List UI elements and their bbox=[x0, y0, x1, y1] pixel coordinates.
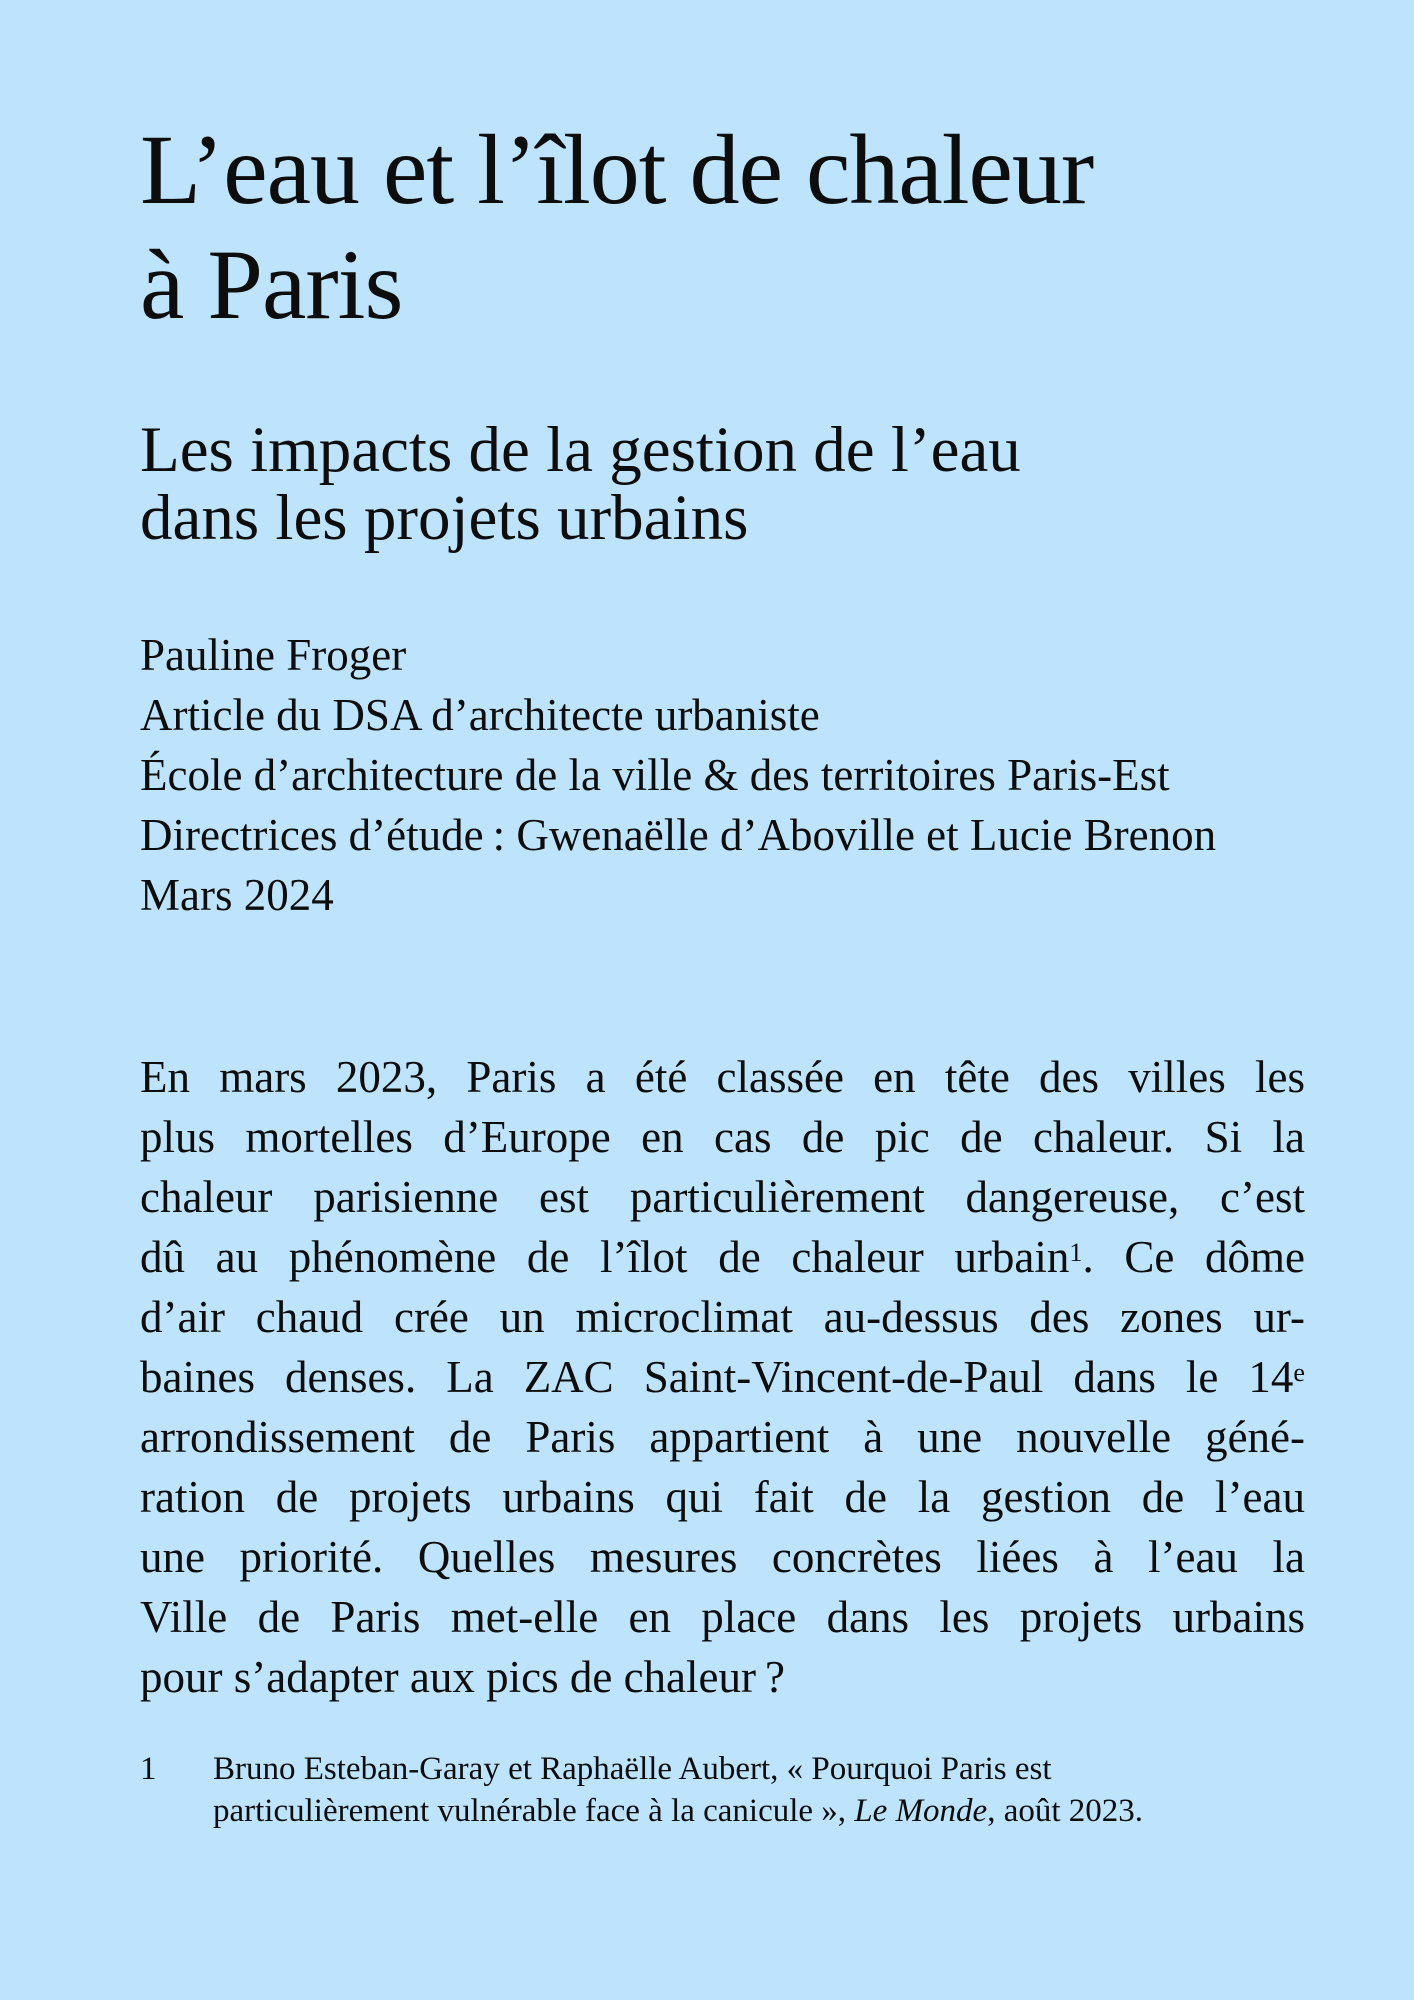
body-line bbox=[140, 1647, 1305, 1707]
body-text-segment: baines denses. La ZAC Saint-Vincent-de-Paul dans le 14 bbox=[140, 1352, 1294, 1402]
body-line bbox=[140, 1287, 1305, 1347]
footnote-marker: 1 bbox=[140, 1751, 157, 1787]
author-block bbox=[140, 625, 1305, 925]
footnote bbox=[140, 1748, 1305, 1832]
article-title bbox=[140, 112, 1305, 342]
body-text-segment: chaleur parisienne est particulièrement dangereuse, c’est bbox=[140, 1172, 1305, 1222]
title-line: L’eau et l’îlot de chaleur bbox=[140, 114, 1094, 225]
body-line bbox=[140, 1047, 1305, 1107]
body-text-segment: plus mortelles d’Europe en cas de pic de chaleur. Si la bbox=[140, 1112, 1305, 1162]
body-paragraph bbox=[140, 1047, 1305, 1707]
body-text-segment: pour s’adapter aux pics de chaleur ? bbox=[140, 1652, 785, 1702]
footnote-text-segment: , août 2023. bbox=[987, 1793, 1144, 1829]
body-text-segment: une priorité. Quelles mesures concrètes liées à l’eau la bbox=[140, 1532, 1305, 1582]
article-subtitle bbox=[140, 416, 1305, 552]
body-line bbox=[140, 1347, 1305, 1407]
body-text-segment: d’air chaud crée un microclimat au-dessus des zones ur- bbox=[140, 1292, 1305, 1342]
subtitle-line: dans les projets urbains bbox=[140, 482, 749, 554]
footnote-text bbox=[213, 1748, 1193, 1832]
body-text-segment: arrondissement de Paris appartient à une nouvelle géné- bbox=[140, 1412, 1305, 1462]
author-line: École d’architecture de la ville & des territoires Paris-Est bbox=[140, 750, 1170, 800]
superscript: 1 bbox=[1069, 1238, 1083, 1268]
body-line bbox=[140, 1227, 1305, 1287]
body-line bbox=[140, 1407, 1305, 1467]
body-line bbox=[140, 1107, 1305, 1167]
author-line: Article du DSA d’architecte urbaniste bbox=[140, 690, 820, 740]
body-line bbox=[140, 1167, 1305, 1227]
body-text-segment: Ville de Paris met-elle en place dans les projets urbains bbox=[140, 1592, 1305, 1642]
subtitle-line: Les impacts de la gestion de l’eau bbox=[140, 414, 1021, 486]
title-line: à Paris bbox=[140, 229, 403, 340]
footnote-text-segment: Bruno Esteban-Garay et Raphaëlle Aubert, « Pourquoi Paris est particulièrement vulnérable face à la canicule », bbox=[213, 1751, 1052, 1829]
superscript: e bbox=[1293, 1358, 1305, 1388]
body-text-segment: ration de projets urbains qui fait de la gestion de l’eau bbox=[140, 1472, 1305, 1522]
body-line bbox=[140, 1467, 1305, 1527]
author-line: Directrices d’étude : Gwenaëlle d’Aboville et Lucie Brenon bbox=[140, 810, 1217, 860]
body-text-segment: En mars 2023, Paris a été classée en tête des villes les bbox=[140, 1052, 1305, 1102]
body-text-segment: . Ce dôme bbox=[1082, 1232, 1305, 1282]
body-text-segment: dû au phénomène de l’îlot de chaleur urbain bbox=[140, 1232, 1070, 1282]
author-line: Mars 2024 bbox=[140, 870, 334, 920]
body-line bbox=[140, 1527, 1305, 1587]
footnote-italic-segment: Le Monde bbox=[854, 1793, 988, 1829]
author-line: Pauline Froger bbox=[140, 630, 407, 680]
body-line bbox=[140, 1587, 1305, 1647]
